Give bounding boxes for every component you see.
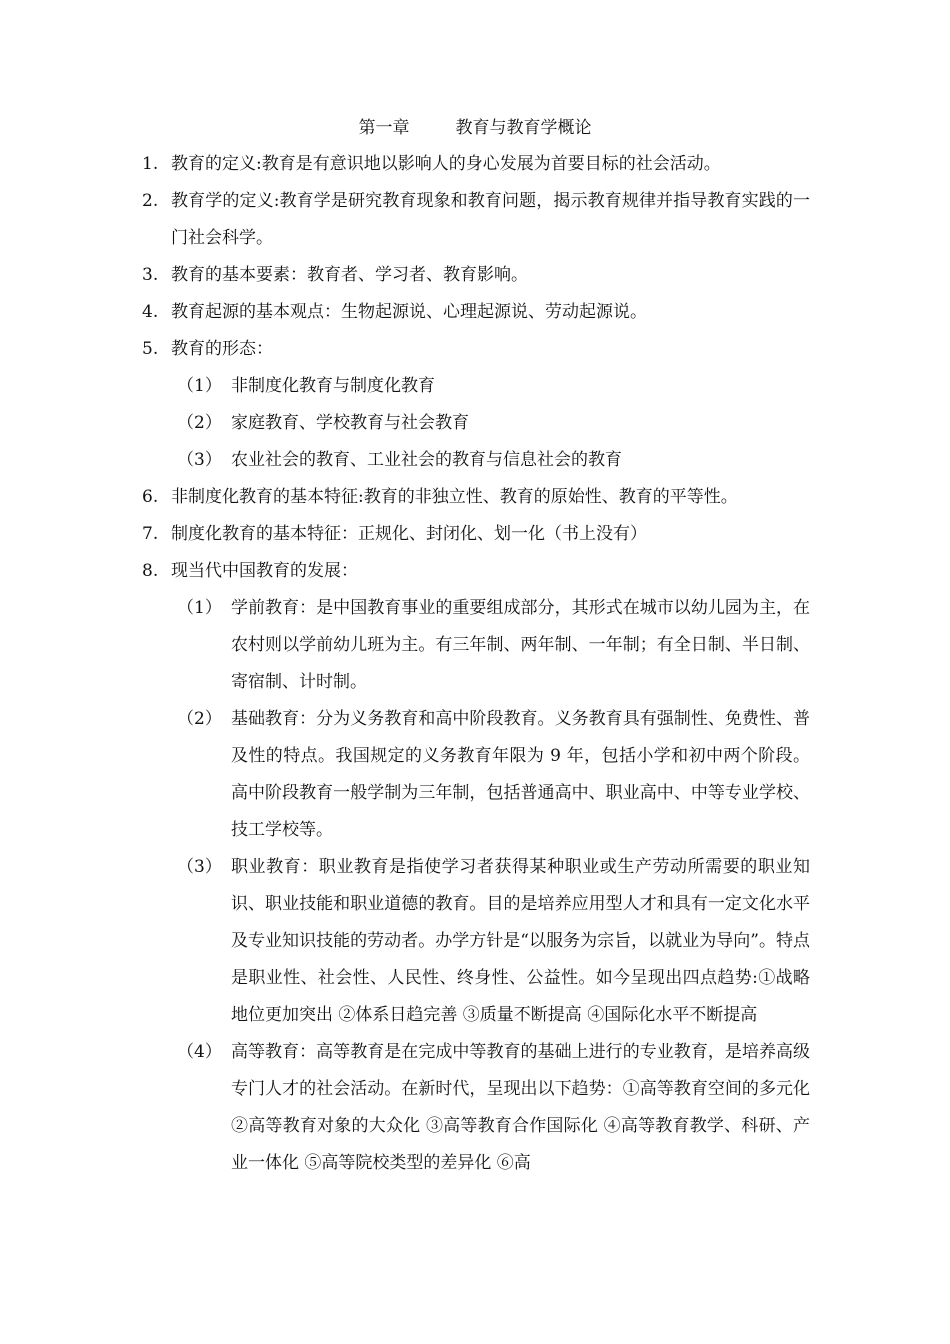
- item-text: 非制度化教育的基本特征:教育的非独立性、教育的原始性、教育的平等性。: [171, 487, 738, 507]
- sub-item: [142, 442, 810, 479]
- item-number: 1.: [142, 154, 159, 174]
- item-text: 教育起源的基本观点：生物起源说、心理起源说、劳动起源说。: [171, 302, 647, 322]
- sub-item: [142, 368, 810, 405]
- content-body: [142, 146, 810, 1182]
- list-item: [142, 553, 810, 590]
- item-number: 3.: [142, 265, 159, 285]
- item-text: 现当代中国教育的发展：: [171, 561, 358, 581]
- list-item: [142, 146, 810, 183]
- item-number: 6.: [142, 487, 159, 507]
- sub-item-number: （1）: [177, 376, 222, 396]
- list-item: [142, 183, 810, 257]
- chapter-name: 教育与教育学概论: [455, 118, 592, 138]
- item-number: 4.: [142, 302, 159, 322]
- item-text: 教育学的定义:教育学是研究教育现象和教育问题，揭示教育规律并指导教育实践的一门社会科学。: [171, 191, 810, 248]
- list-item: [142, 331, 810, 368]
- item-number: 2.: [142, 191, 159, 211]
- item-number: 7.: [142, 524, 159, 544]
- sub-item-text: 学前教育：是中国教育事业的重要组成部分，其形式在城市以幼儿园为主，在农村则以学前幼儿班为主。有三年制、两年制、一年制；有全日制、半日制、寄宿制、计时制。: [231, 598, 810, 692]
- sub-item: [142, 701, 810, 849]
- sub-item-text: 基础教育：分为义务教育和高中阶段教育。义务教育具有强制性、免费性、普及性的特点。我国规定的义务教育年限为 9 年，包括小学和初中两个阶段。高中阶段教育一般学制为三年制，包括普通高中、职业高中、中等专业学校、技工学校等。: [231, 709, 810, 840]
- sub-item: [142, 1034, 810, 1182]
- sub-item-number: （2）: [177, 709, 222, 729]
- chapter-title: [0, 116, 950, 140]
- list-item: [142, 294, 810, 331]
- sub-item-text: 非制度化教育与制度化教育: [231, 376, 435, 396]
- list-item: [142, 257, 810, 294]
- sub-item-number: （3）: [177, 450, 222, 470]
- sub-item-text: 农业社会的教育、工业社会的教育与信息社会的教育: [231, 450, 622, 470]
- sub-item: [142, 849, 810, 1034]
- sub-item: [142, 590, 810, 701]
- sub-item: [142, 405, 810, 442]
- sub-item-number: （3）: [177, 857, 222, 877]
- item-text: 制度化教育的基本特征：正规化、封闭化、划一化（书上没有）: [171, 524, 647, 544]
- item-text: 教育的基本要素：教育者、学习者、教育影响。: [171, 265, 528, 285]
- list-item: [142, 479, 810, 516]
- list-item: [142, 516, 810, 553]
- item-number: 5.: [142, 339, 159, 359]
- item-text: 教育的定义:教育是有意识地以影响人的身心发展为首要目标的社会活动。: [171, 154, 721, 174]
- item-number: 8.: [142, 561, 159, 581]
- sub-item-text: 高等教育：高等教育是在完成中等教育的基础上进行的专业教育，是培养高级专门人才的社会活动。在新时代，呈现出以下趋势：①高等教育空间的多元化 ②高等教育对象的大众化 ③高等教育合作国际化 ④高等教育教学、科研、产业一体化 ⑤高等院校类型的差异化 ⑥高: [231, 1042, 810, 1173]
- chapter-number: 第一章: [358, 118, 410, 138]
- item-text: 教育的形态：: [171, 339, 273, 359]
- sub-item-number: （1）: [177, 598, 222, 618]
- sub-item-text: 家庭教育、学校教育与社会教育: [231, 413, 469, 433]
- sub-item-number: （4）: [177, 1042, 222, 1062]
- sub-item-number: （2）: [177, 413, 222, 433]
- sub-item-text: 职业教育：职业教育是指使学习者获得某种职业或生产劳动所需要的职业知识、职业技能和职业道德的教育。目的是培养应用型人才和具有一定文化水平及专业知识技能的劳动者。办学方针是“以服务为宗旨，以就业为导向”。特点是职业性、社会性、人民性、终身性、公益性。如今呈现出四点趋势:①战略地位更加突出 ②体系日趋完善 ③质量不断提高 ④国际化水平不断提高: [231, 857, 810, 1025]
